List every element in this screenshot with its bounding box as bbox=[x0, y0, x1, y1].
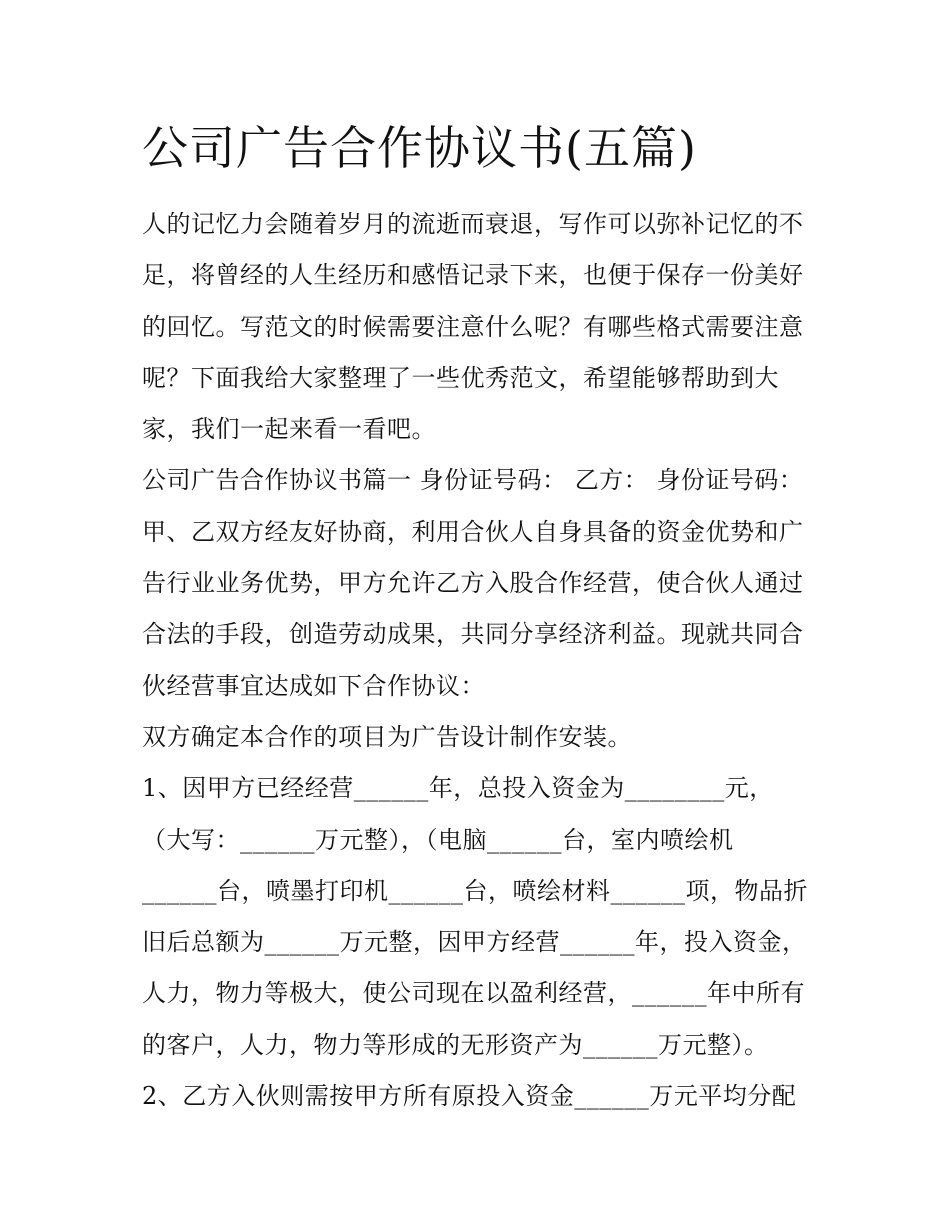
clause-line: 2、乙方入伙则需按甲方所有原投入资金______万元平均分配 bbox=[142, 1082, 797, 1111]
clause-line: 旧后总额为______万元整，因甲方经营______年，投入资金， bbox=[142, 928, 807, 957]
text-line: 的回忆。写范文的时候需要注意什么呢？有哪些格式需要注意 bbox=[142, 312, 804, 341]
clause-line: （大写：______万元整），（电脑______台，室内喷绘机 bbox=[142, 825, 734, 854]
text-line: 伙经营事宜达成如下合作协议： bbox=[142, 671, 485, 700]
clause-line: 1、因甲方已经经营______年，总投入资金为________元， bbox=[142, 774, 774, 803]
clause-line: ______台，喷墨打印机______台，喷绘材料______项，物品折 bbox=[142, 876, 808, 905]
document-body bbox=[142, 199, 818, 1122]
section-heading-line: 公司广告合作协议书篇一 身份证号码： 乙方： 身份证号码： bbox=[142, 466, 804, 495]
text-line: 足，将曾经的人生经历和感悟记录下来，也便于保存一份美好 bbox=[142, 261, 804, 290]
text-line: 家，我们一起来看一看吧。 bbox=[142, 415, 436, 444]
text-line: 人的记忆力会随着岁月的流逝而衰退，写作可以弥补记忆的不 bbox=[142, 210, 804, 238]
clause-line: 的客户，人力，物力等形成的无形资产为______万元整）。 bbox=[142, 1030, 769, 1059]
text-line: 告行业业务优势，甲方允许乙方入股合作经营，使合伙人通过 bbox=[142, 569, 804, 598]
text-line: 合法的手段，创造劳动成果，共同分享经济利益。现就共同合 bbox=[142, 620, 804, 649]
text-line: 呢？下面我给大家整理了一些优秀范文，希望能够帮助到大 bbox=[142, 363, 779, 392]
document-title: 公司广告合作协议书(五篇) bbox=[142, 121, 697, 175]
text-line: 双方确定本合作的项目为广告设计制作安装。 bbox=[142, 722, 632, 751]
text-line: 甲、乙双方经友好协商，利用合伙人自身具备的资金优势和广 bbox=[142, 517, 804, 546]
clause-line: 人力，物力等极大，使公司现在以盈利经营，______年中所有 bbox=[142, 979, 805, 1008]
